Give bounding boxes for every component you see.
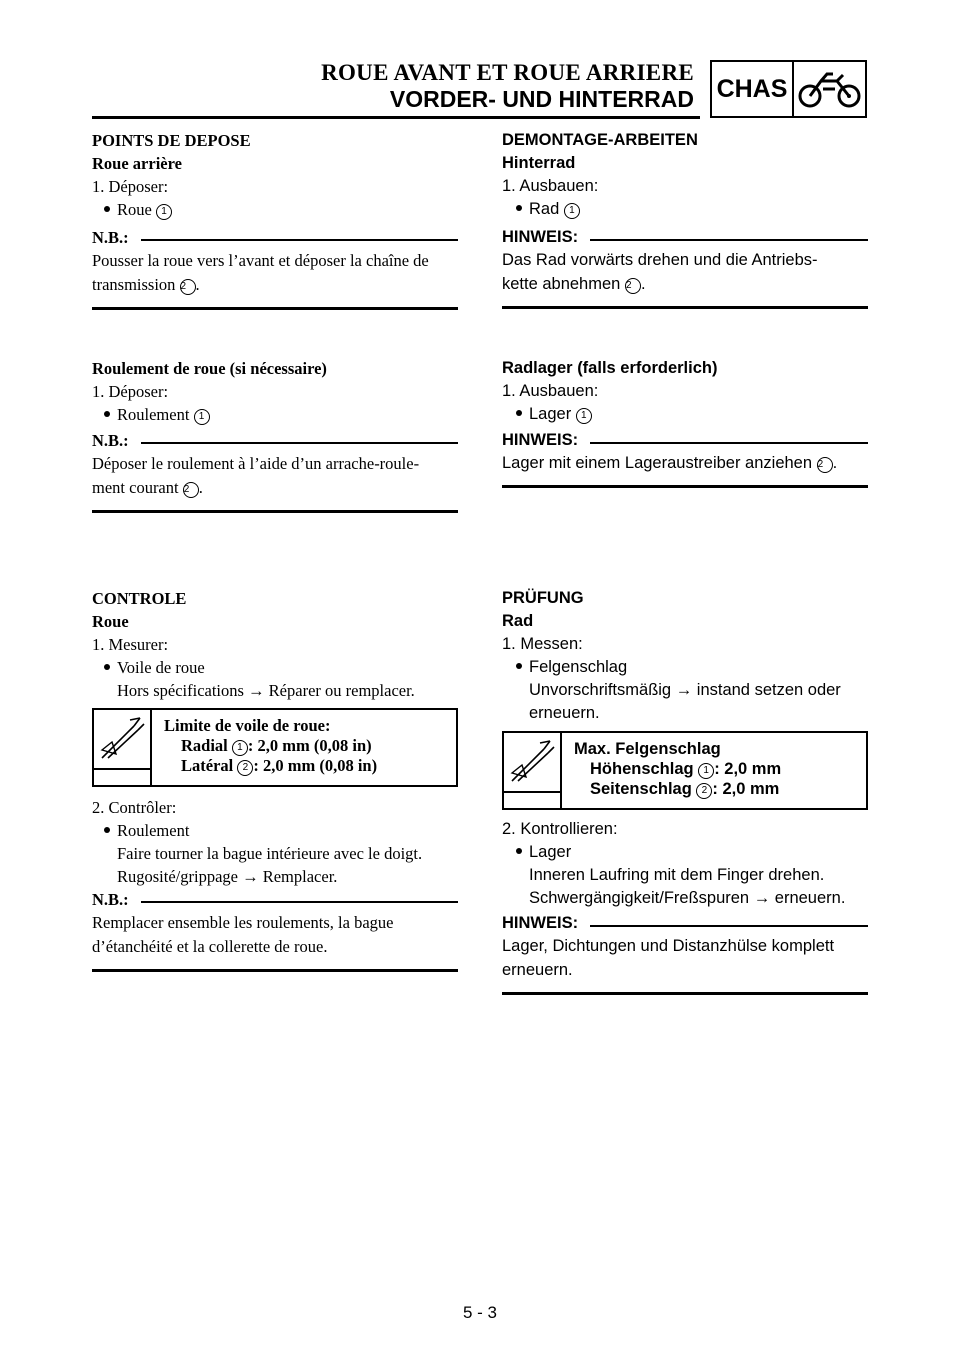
de-nb-1: HINWEIS: Das Rad vorwärts drehen und die Antriebs- kette abnehmen 2 .: [502, 228, 868, 309]
caliper-icon: [94, 710, 152, 785]
fr-nb-1: N.B.: Pousser la roue vers l’avant et déposer la chaîne de transmission 2 .: [92, 228, 458, 310]
de-check: 2. Kontrollieren:: [502, 820, 618, 838]
fr-item-wheel: Roue 1: [92, 198, 251, 221]
fr-measure: 1. Mesurer:: [92, 635, 169, 654]
fr-spec-title: Limite de voile de roue:: [164, 716, 331, 735]
section-code: CHAS: [712, 62, 794, 116]
de-nb-2: HINWEIS: Lager mit einem Lageraustreiber anziehen 2 .: [502, 431, 868, 488]
de-out-of-spec: Unvorschriftsmäßig → instand setzen oder: [529, 681, 841, 699]
fr-rear-wheel-heading: Roue arrière: [92, 154, 182, 173]
fr-nb2-text: Déposer le roulement à l’aide d’un arrache-roule-: [92, 454, 420, 473]
header-rule: [92, 116, 700, 119]
fr-nb3-text: Remplacer ensemble les roulements, la bague: [92, 913, 394, 932]
fr-out-of-spec: Hors spécifications → Réparer ou remplacer.: [117, 681, 415, 700]
motorcycle-icon: [794, 62, 865, 116]
de-control-section: [502, 587, 841, 725]
fr-bearing-section: [92, 357, 327, 426]
fr-nb-2: N.B.: Déposer le roulement à l’aide d’un arrache-roule- ment courant 2 .: [92, 431, 458, 513]
fr-rotate: Faire tourner la bague intérieure avec le doigt.: [117, 844, 423, 863]
fr-item-bearing: Roulement 1: [92, 403, 327, 426]
fr-spec-radial: Radial 1 : 2,0 mm (0,08 in): [181, 736, 372, 755]
de-spec-title: Max. Felgenschlag: [574, 740, 721, 758]
caliper-icon: [504, 733, 562, 808]
fr-wheel-heading: Roue: [92, 612, 129, 631]
de-rear-wheel-heading: Hinterrad: [502, 154, 576, 172]
de-nb3-text: Lager, Dichtungen und Distanzhülse komplett: [502, 937, 835, 955]
header-title-fr: ROUE AVANT ET ROUE ARRIERE: [321, 60, 694, 85]
de-item-bearing: Lager 1: [502, 403, 717, 426]
header-title-de: VORDER- UND HINTERRAD: [389, 86, 694, 112]
de-bearing-title: Radlager (falls erforderlich): [502, 359, 718, 377]
de-nb-3: HINWEIS: Lager, Dichtungen und Distanzhülse komplett erneuern.: [502, 914, 868, 995]
fr-step-1: 1. Déposer:: [92, 177, 169, 196]
de-measure: 1. Messen:: [502, 635, 583, 653]
fr-nb-label: N.B.:: [92, 228, 129, 247]
de-out-of-spec-2: erneuern.: [529, 704, 600, 722]
de-control-title: PRÜFUNG: [502, 589, 584, 607]
fr-roughness: Rugosité/grippage → Remplacer.: [117, 867, 338, 886]
fr-nb1-text: Pousser la roue vers l’avant et déposer la chaîne de: [92, 251, 429, 270]
fr-check: 2. Contrôler:: [92, 798, 177, 817]
fr-removal-title: POINTS DE DEPOSE: [92, 131, 251, 150]
fr-step-1b: 1. Déposer:: [92, 382, 169, 401]
fr-control-title: CONTROLE: [92, 589, 187, 608]
de-roughness: Schwergängigkeit/Freßspuren → erneuern.: [529, 889, 846, 907]
de-bearing: Lager: [502, 841, 845, 864]
fr-spec-lateral: Latéral 2 : 2,0 mm (0,08 in): [181, 756, 378, 775]
de-column: [502, 129, 698, 221]
fr-bearing-title: Roulement de roue (si nécessaire): [92, 359, 327, 378]
de-item-wheel: Rad 1: [502, 198, 698, 221]
de-step-1: 1. Ausbauen:: [502, 177, 599, 195]
de-spec-box: [502, 731, 868, 810]
de-rotate: Inneren Laufring mit dem Finger drehen.: [529, 866, 825, 884]
fr-control-section: [92, 587, 415, 702]
de-check-section: [502, 818, 845, 910]
de-step-1b: 1. Ausbauen:: [502, 382, 599, 400]
de-wheel-heading: Rad: [502, 612, 534, 630]
de-bearing-section: [502, 357, 717, 426]
de-runout: Felgenschlag: [502, 656, 841, 679]
fr-bearing: Roulement: [92, 819, 422, 842]
fr-spec-box: [92, 708, 458, 787]
de-spec-lateral: Seitenschlag 2 : 2,0 mm: [590, 780, 780, 798]
page-number: 5 - 3: [462, 1303, 498, 1322]
section-badge: [710, 60, 867, 118]
de-spec-radial: Höhenschlag 1 : 2,0 mm: [590, 760, 782, 778]
fr-nb-3: N.B.: Remplacer ensemble les roulements, la bague d’étanchéité et la collerette de roue.: [92, 890, 458, 972]
fr-runout: Voile de roue: [92, 656, 415, 679]
de-nb-label: HINWEIS:: [502, 228, 579, 246]
de-nb1-text: Das Rad vorwärts drehen und die Antriebs-: [502, 251, 818, 269]
fr-check-section: [92, 796, 422, 888]
de-removal-title: DEMONTAGE-ARBEITEN: [502, 131, 698, 149]
de-nb2-text: Lager mit einem Lageraustreiber anziehen: [502, 454, 813, 472]
fr-column: [92, 129, 251, 221]
